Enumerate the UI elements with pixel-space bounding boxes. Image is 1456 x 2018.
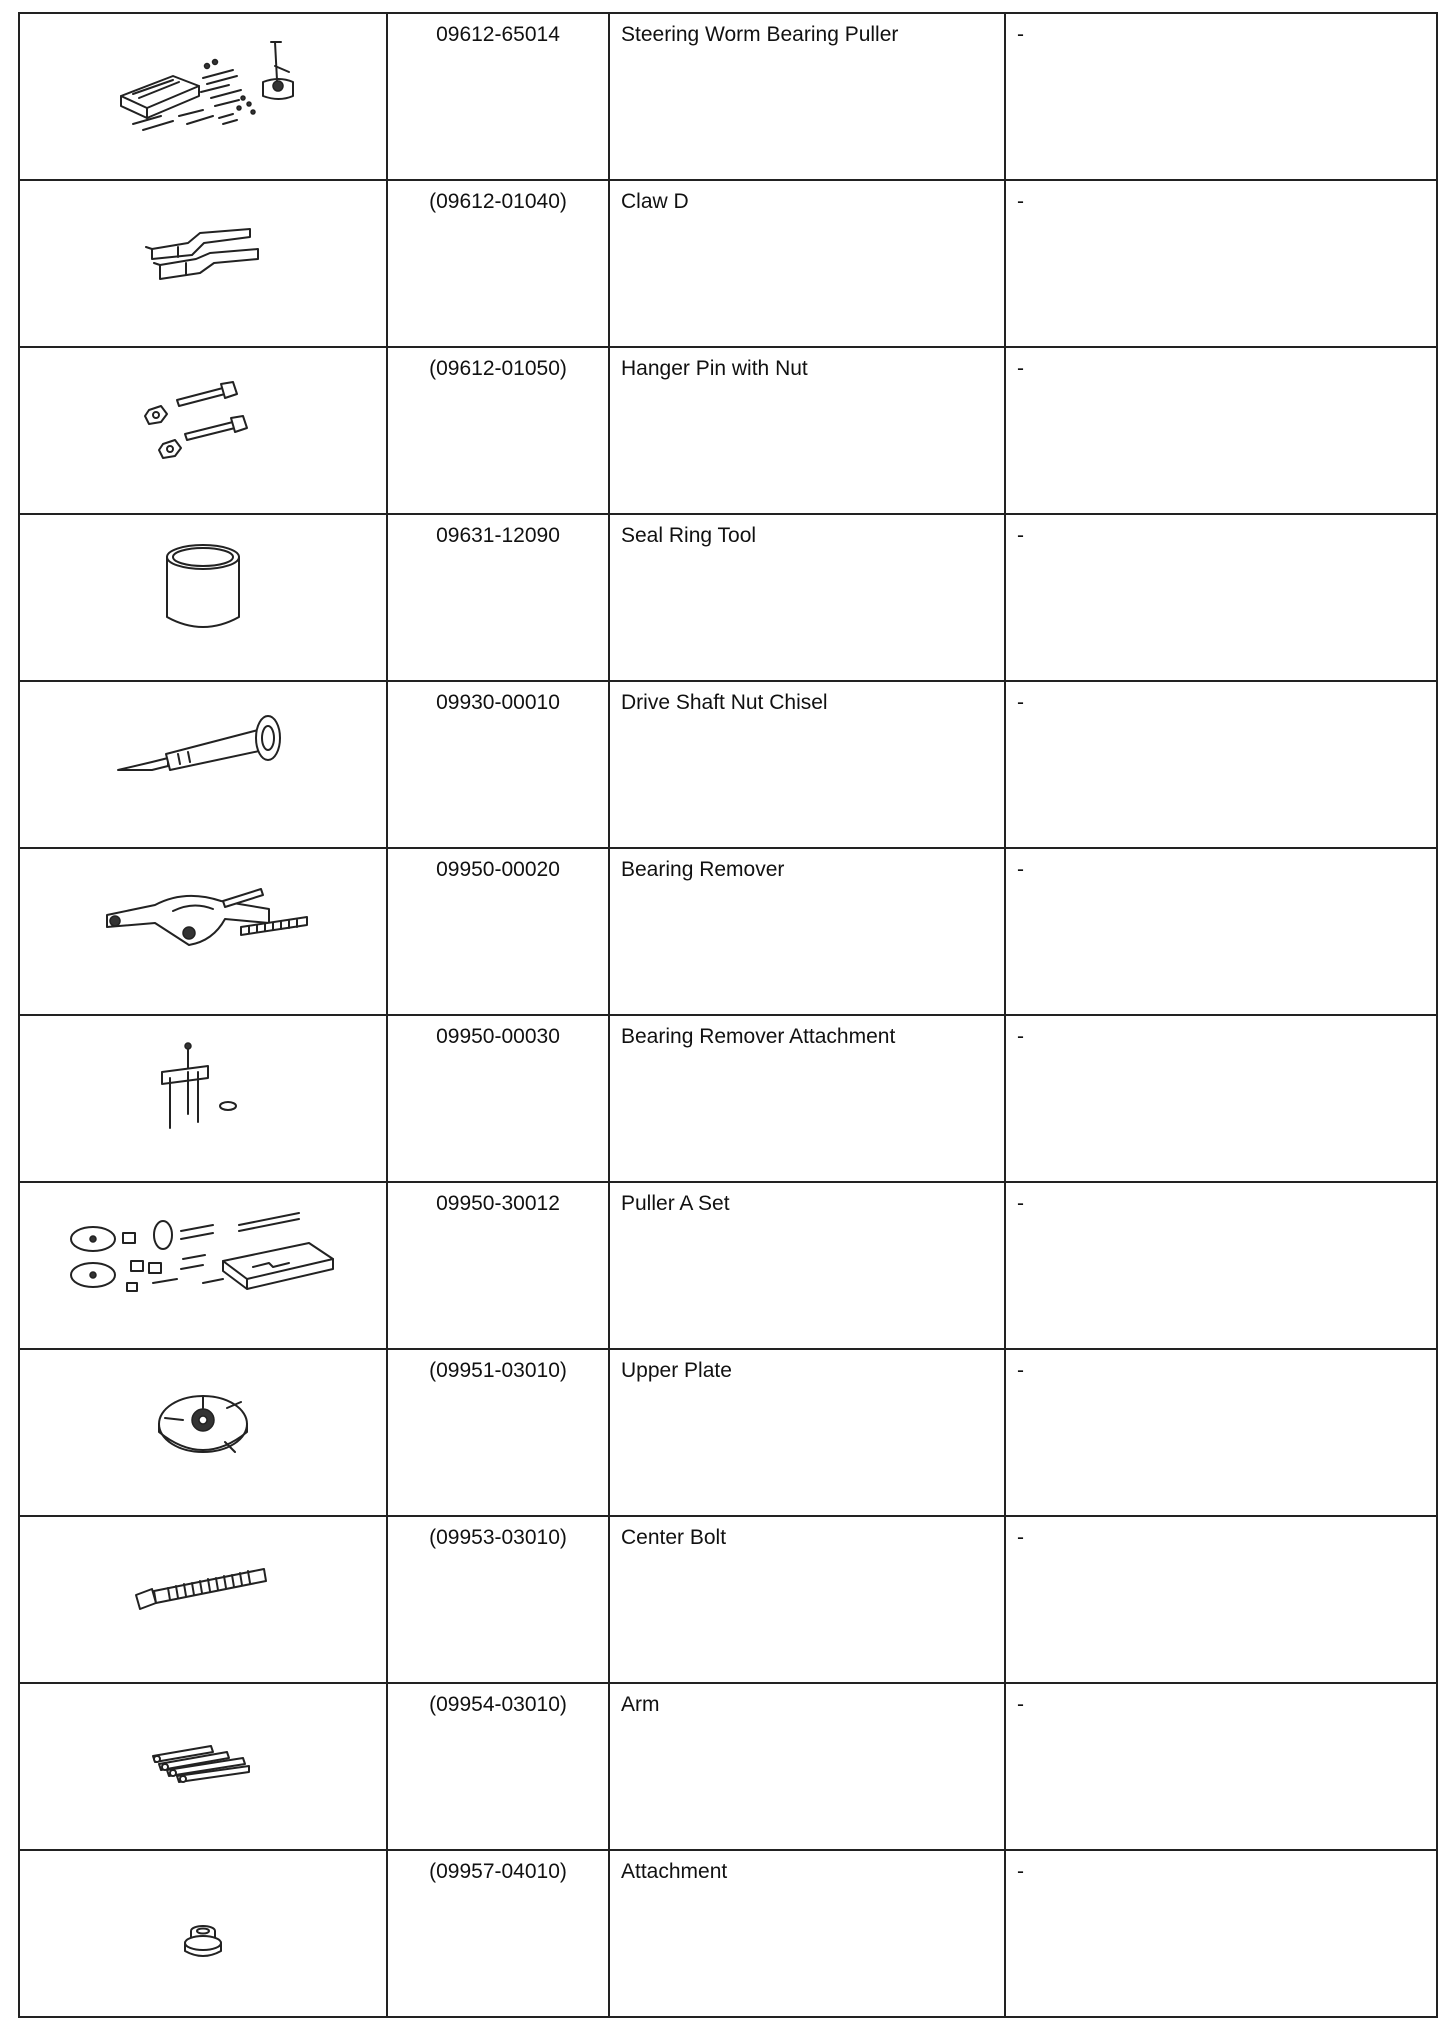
- tool-image-cell: [19, 1015, 387, 1182]
- tool-note: -: [1005, 13, 1437, 180]
- tool-name: Arm: [609, 1683, 1005, 1850]
- tool-note: -: [1005, 1683, 1437, 1850]
- tool-note: -: [1005, 1516, 1437, 1683]
- tool-image-cell: [19, 347, 387, 514]
- part-number: 09612-65014: [387, 13, 609, 180]
- tool-image-cell: [19, 514, 387, 681]
- part-number: 09631-12090: [387, 514, 609, 681]
- tool-note: -: [1005, 514, 1437, 681]
- center-bolt-illustration: [128, 1539, 278, 1629]
- bearing-remover-attachment-illustration: [148, 1038, 258, 1138]
- part-number: (09612-01050): [387, 347, 609, 514]
- upper-plate-illustration: [143, 1372, 263, 1472]
- steering-worm-bearing-puller-illustration: [103, 36, 303, 146]
- tool-name: Upper Plate: [609, 1349, 1005, 1516]
- table-row: [19, 1182, 1437, 1349]
- table-row: [19, 1015, 1437, 1182]
- tool-note: -: [1005, 848, 1437, 1015]
- tool-image-cell: [19, 1182, 387, 1349]
- claw-illustration: [138, 203, 268, 293]
- attachment-illustration: [163, 1873, 243, 1973]
- tool-note: -: [1005, 347, 1437, 514]
- part-number: (09953-03010): [387, 1516, 609, 1683]
- tool-note: -: [1005, 1850, 1437, 2017]
- bearing-remover-illustration: [93, 871, 313, 971]
- chisel-illustration: [108, 704, 298, 794]
- tool-image-cell: [19, 848, 387, 1015]
- tool-note: -: [1005, 180, 1437, 347]
- part-number: 09950-00030: [387, 1015, 609, 1182]
- tool-note: -: [1005, 1015, 1437, 1182]
- table-row: [19, 1516, 1437, 1683]
- part-number: (09954-03010): [387, 1683, 609, 1850]
- tool-image-cell: [19, 1850, 387, 2017]
- part-number: 09950-30012: [387, 1182, 609, 1349]
- tool-image-cell: [19, 1683, 387, 1850]
- arm-illustration: [143, 1706, 263, 1796]
- part-number: (09612-01040): [387, 180, 609, 347]
- tool-name: Puller A Set: [609, 1182, 1005, 1349]
- tool-note: -: [1005, 1349, 1437, 1516]
- tool-name: Bearing Remover Attachment: [609, 1015, 1005, 1182]
- tool-name: Attachment: [609, 1850, 1005, 2017]
- seal-ring-tool-illustration: [143, 537, 263, 637]
- part-number: (09951-03010): [387, 1349, 609, 1516]
- tool-note: -: [1005, 681, 1437, 848]
- tool-name: Steering Worm Bearing Puller: [609, 13, 1005, 180]
- tool-name: Bearing Remover: [609, 848, 1005, 1015]
- table-row: [19, 1850, 1437, 2017]
- table-row: [19, 514, 1437, 681]
- tool-name: Center Bolt: [609, 1516, 1005, 1683]
- table-row: [19, 681, 1437, 848]
- table-row: [19, 1349, 1437, 1516]
- tool-image-cell: [19, 1349, 387, 1516]
- table-row: [19, 347, 1437, 514]
- part-number: (09957-04010): [387, 1850, 609, 2017]
- tool-name: Seal Ring Tool: [609, 514, 1005, 681]
- tool-image-cell: [19, 681, 387, 848]
- tool-image-cell: [19, 1516, 387, 1683]
- table-row: [19, 848, 1437, 1015]
- tool-note: -: [1005, 1182, 1437, 1349]
- hanger-pin-illustration: [133, 370, 273, 466]
- puller-set-illustration: [53, 1205, 353, 1305]
- part-number: 09930-00010: [387, 681, 609, 848]
- tool-name: Claw D: [609, 180, 1005, 347]
- special-tools-table: [18, 12, 1438, 2018]
- tool-image-cell: [19, 13, 387, 180]
- tool-image-cell: [19, 180, 387, 347]
- table-row: [19, 13, 1437, 180]
- part-number: 09950-00020: [387, 848, 609, 1015]
- tool-name: Hanger Pin with Nut: [609, 347, 1005, 514]
- table-row: [19, 180, 1437, 347]
- table-row: [19, 1683, 1437, 1850]
- tool-name: Drive Shaft Nut Chisel: [609, 681, 1005, 848]
